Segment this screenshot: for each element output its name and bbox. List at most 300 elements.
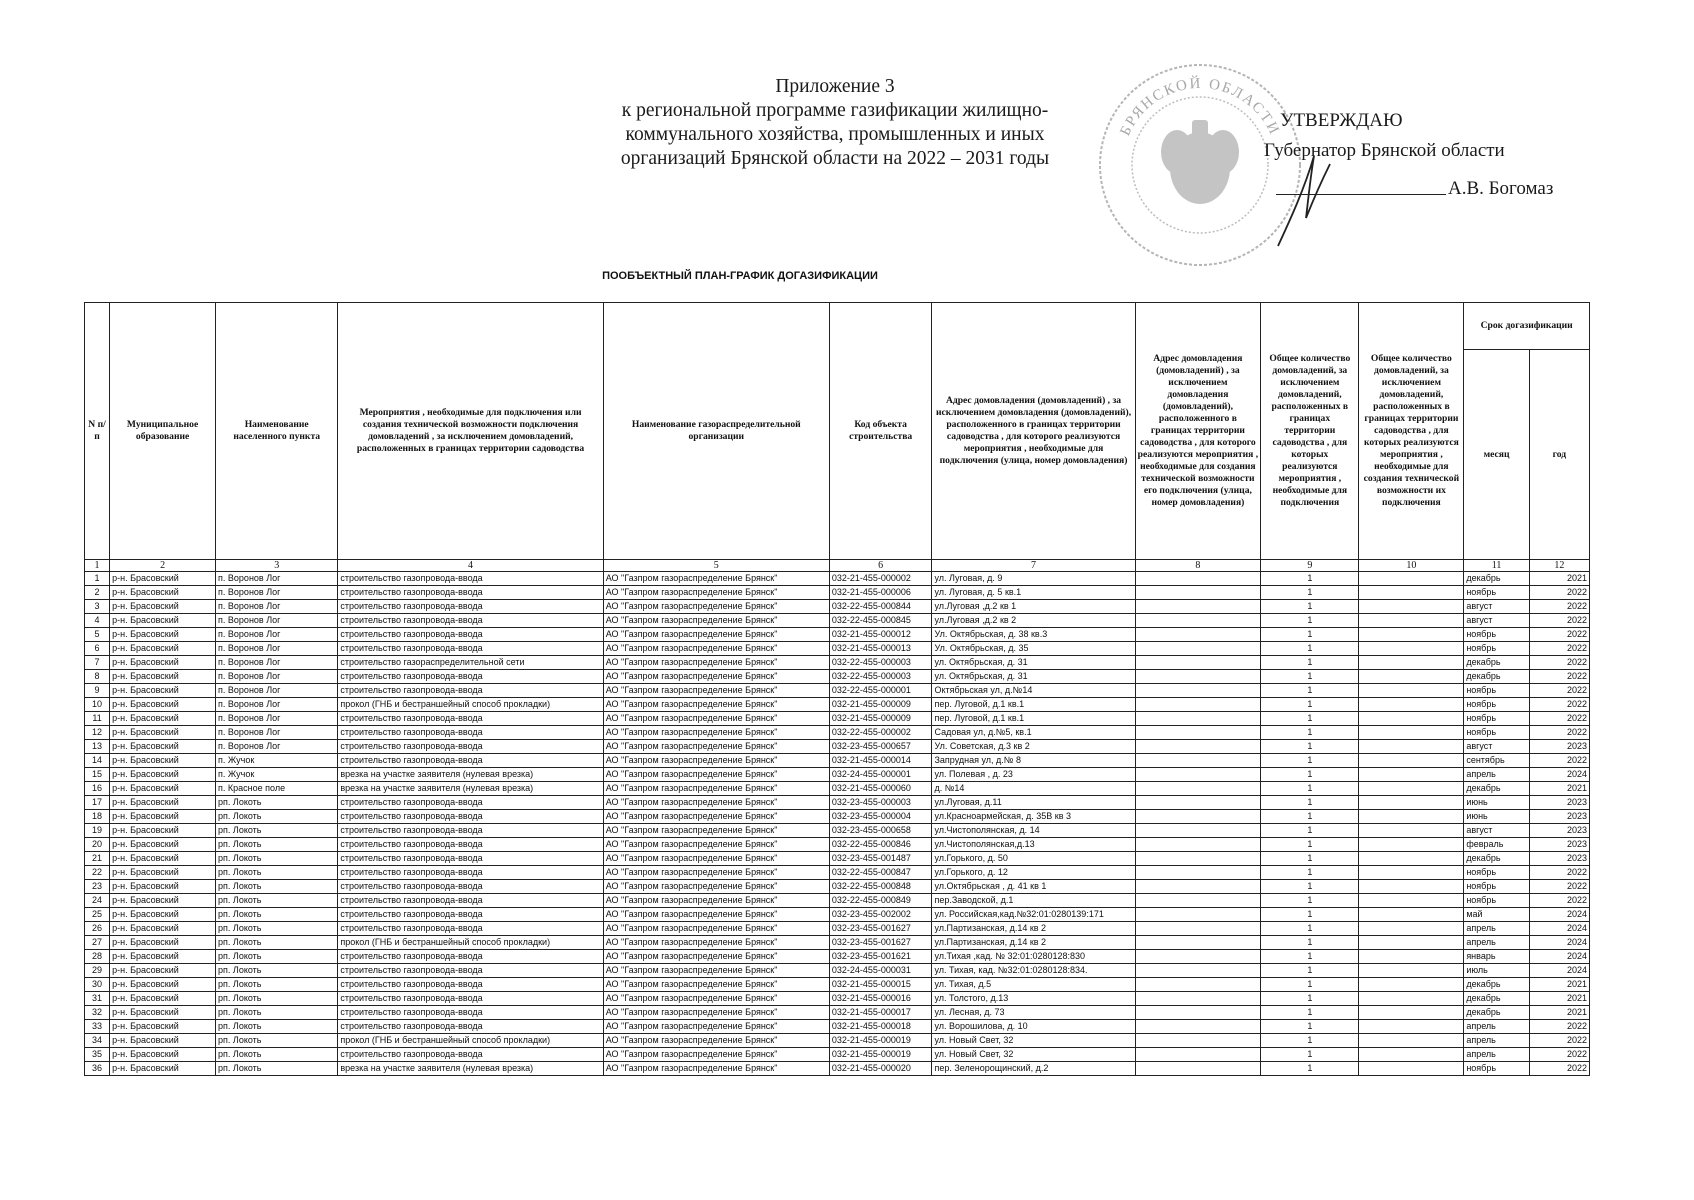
cell-object-code: 032-23-455-000003 xyxy=(829,796,932,810)
cell-number: 27 xyxy=(85,936,110,950)
cell-measures: строительство газопровода-ввода xyxy=(338,796,603,810)
cell-measures: строительство газопровода-ввода xyxy=(338,628,603,642)
cell-address: ул. Полевая , д. 23 xyxy=(932,768,1135,782)
cell-settlement: п. Воронов Лог xyxy=(216,614,338,628)
cell-measures: строительство газопровода-ввода xyxy=(338,992,603,1006)
cell-municipality: р-н. Брасовский xyxy=(110,838,216,852)
table-row xyxy=(85,908,1590,922)
cell-municipality: р-н. Брасовский xyxy=(110,642,216,656)
cell-gdo: АО "Газпром газораспределение Брянск" xyxy=(603,614,829,628)
table-row xyxy=(85,1034,1590,1048)
column-number: 5 xyxy=(603,560,829,572)
approver-position: Губернатор Брянской области xyxy=(1264,140,1505,161)
cell-settlement: рп. Локоть xyxy=(216,992,338,1006)
cell-total-garden xyxy=(1359,600,1464,614)
cell-address: ул. Луговая, д. 9 xyxy=(932,572,1135,586)
cell-total-garden xyxy=(1359,880,1464,894)
cell-month: декабрь xyxy=(1464,572,1530,586)
cell-gdo: АО "Газпром газораспределение Брянск" xyxy=(603,754,829,768)
table-row xyxy=(85,866,1590,880)
table-row xyxy=(85,642,1590,656)
cell-number: 29 xyxy=(85,964,110,978)
cell-address-garden xyxy=(1135,1048,1261,1062)
cell-year: 2024 xyxy=(1529,936,1589,950)
approver-name: А.В. Богомаз xyxy=(1448,178,1554,199)
cell-address-garden xyxy=(1135,922,1261,936)
cell-month: июль xyxy=(1464,964,1530,978)
table-row xyxy=(85,684,1590,698)
handwritten-signature xyxy=(1270,150,1340,250)
cell-municipality: р-н. Брасовский xyxy=(110,614,216,628)
cell-month: апрель xyxy=(1464,1034,1530,1048)
cell-address-garden xyxy=(1135,656,1261,670)
cell-measures: строительство газопровода-ввода xyxy=(338,824,603,838)
cell-number: 15 xyxy=(85,768,110,782)
cell-gdo: АО "Газпром газораспределение Брянск" xyxy=(603,740,829,754)
cell-municipality: р-н. Брасовский xyxy=(110,754,216,768)
table-body xyxy=(85,572,1590,1076)
cell-total: 1 xyxy=(1261,782,1359,796)
cell-object-code: 032-23-455-002002 xyxy=(829,908,932,922)
table-row xyxy=(85,992,1590,1006)
appendix-line: коммунального хозяйства, промышленных и иных xyxy=(625,124,1045,145)
cell-total: 1 xyxy=(1261,978,1359,992)
cell-measures: строительство газопровода-ввода xyxy=(338,880,603,894)
cell-total: 1 xyxy=(1261,768,1359,782)
cell-object-code: 032-21-455-000020 xyxy=(829,1062,932,1076)
cell-object-code: 032-21-455-000016 xyxy=(829,992,932,1006)
cell-gdo: АО "Газпром газораспределение Брянск" xyxy=(603,642,829,656)
cell-month: август xyxy=(1464,824,1530,838)
cell-number: 31 xyxy=(85,992,110,1006)
cell-total: 1 xyxy=(1261,936,1359,950)
cell-month: август xyxy=(1464,600,1530,614)
cell-year: 2022 xyxy=(1529,614,1589,628)
cell-number: 32 xyxy=(85,1006,110,1020)
cell-object-code: 032-21-455-000017 xyxy=(829,1006,932,1020)
cell-address: ул. Октябрьская, д. 31 xyxy=(932,670,1135,684)
cell-gdo: АО "Газпром газораспределение Брянск" xyxy=(603,684,829,698)
cell-settlement: рп. Локоть xyxy=(216,880,338,894)
cell-month: июнь xyxy=(1464,796,1530,810)
cell-settlement: п. Воронов Лог xyxy=(216,698,338,712)
cell-year: 2022 xyxy=(1529,1048,1589,1062)
cell-gdo: АО "Газпром газораспределение Брянск" xyxy=(603,908,829,922)
cell-year: 2022 xyxy=(1529,656,1589,670)
cell-settlement: п. Воронов Лог xyxy=(216,740,338,754)
cell-number: 12 xyxy=(85,726,110,740)
cell-total: 1 xyxy=(1261,1034,1359,1048)
column-number: 10 xyxy=(1359,560,1464,572)
cell-municipality: р-н. Брасовский xyxy=(110,670,216,684)
cell-number: 6 xyxy=(85,642,110,656)
cell-object-code: 032-22-455-000845 xyxy=(829,614,932,628)
cell-number: 9 xyxy=(85,684,110,698)
cell-object-code: 032-21-455-000002 xyxy=(829,572,932,586)
cell-total: 1 xyxy=(1261,684,1359,698)
cell-settlement: п. Воронов Лог xyxy=(216,726,338,740)
cell-total-garden xyxy=(1359,740,1464,754)
cell-month: январь xyxy=(1464,950,1530,964)
cell-measures: строительство газораспределительной сети xyxy=(338,656,603,670)
cell-settlement: п. Воронов Лог xyxy=(216,642,338,656)
cell-object-code: 032-22-455-000849 xyxy=(829,894,932,908)
cell-year: 2023 xyxy=(1529,796,1589,810)
cell-municipality: р-н. Брасовский xyxy=(110,656,216,670)
cell-total: 1 xyxy=(1261,586,1359,600)
table-row xyxy=(85,922,1590,936)
cell-gdo: АО "Газпром газораспределение Брянск" xyxy=(603,698,829,712)
cell-address-garden xyxy=(1135,628,1261,642)
cell-number: 34 xyxy=(85,1034,110,1048)
cell-total: 1 xyxy=(1261,922,1359,936)
cell-municipality: р-н. Брасовский xyxy=(110,628,216,642)
cell-object-code: 032-23-455-001627 xyxy=(829,922,932,936)
cell-address-garden xyxy=(1135,950,1261,964)
cell-settlement: рп. Локоть xyxy=(216,908,338,922)
cell-settlement: п. Воронов Лог xyxy=(216,684,338,698)
cell-gdo: АО "Газпром газораспределение Брянск" xyxy=(603,1006,829,1020)
cell-settlement: рп. Локоть xyxy=(216,978,338,992)
cell-total: 1 xyxy=(1261,572,1359,586)
cell-address: ул. Октябрьская, д. 31 xyxy=(932,656,1135,670)
cell-object-code: 032-23-455-000004 xyxy=(829,810,932,824)
cell-settlement: рп. Локоть xyxy=(216,866,338,880)
cell-gdo: АО "Газпром газораспределение Брянск" xyxy=(603,950,829,964)
cell-object-code: 032-22-455-000001 xyxy=(829,684,932,698)
cell-year: 2022 xyxy=(1529,600,1589,614)
cell-gdo: АО "Газпром газораспределение Брянск" xyxy=(603,782,829,796)
cell-total-garden xyxy=(1359,908,1464,922)
cell-year: 2022 xyxy=(1529,684,1589,698)
cell-number: 28 xyxy=(85,950,110,964)
column-number: 2 xyxy=(110,560,216,572)
cell-address-garden xyxy=(1135,572,1261,586)
cell-total: 1 xyxy=(1261,852,1359,866)
cell-total: 1 xyxy=(1261,740,1359,754)
cell-total: 1 xyxy=(1261,1006,1359,1020)
cell-measures: строительство газопровода-ввода xyxy=(338,1048,603,1062)
cell-object-code: 032-24-455-000001 xyxy=(829,768,932,782)
cell-year: 2022 xyxy=(1529,586,1589,600)
cell-measures: строительство газопровода-ввода xyxy=(338,586,603,600)
column-number: 4 xyxy=(338,560,603,572)
cell-total: 1 xyxy=(1261,838,1359,852)
cell-number: 20 xyxy=(85,838,110,852)
cell-measures: строительство газопровода-ввода xyxy=(338,950,603,964)
cell-municipality: р-н. Брасовский xyxy=(110,712,216,726)
cell-municipality: р-н. Брасовский xyxy=(110,726,216,740)
table-row xyxy=(85,978,1590,992)
cell-settlement: п. Жучок xyxy=(216,754,338,768)
cell-measures: прокол (ГНБ и бестраншейный способ прокладки) xyxy=(338,936,603,950)
cell-gdo: АО "Газпром газораспределение Брянск" xyxy=(603,992,829,1006)
cell-month: ноябрь xyxy=(1464,726,1530,740)
cell-measures: строительство газопровода-ввода xyxy=(338,866,603,880)
cell-settlement: п. Воронов Лог xyxy=(216,572,338,586)
cell-municipality: р-н. Брасовский xyxy=(110,866,216,880)
cell-settlement: рп. Локоть xyxy=(216,1006,338,1020)
cell-address-garden xyxy=(1135,768,1261,782)
cell-total: 1 xyxy=(1261,600,1359,614)
column-number: 8 xyxy=(1135,560,1261,572)
cell-month: декабрь xyxy=(1464,852,1530,866)
cell-total: 1 xyxy=(1261,824,1359,838)
cell-month: ноябрь xyxy=(1464,642,1530,656)
cell-total-garden xyxy=(1359,992,1464,1006)
table-row xyxy=(85,656,1590,670)
cell-total-garden xyxy=(1359,614,1464,628)
cell-settlement: рп. Локоть xyxy=(216,1034,338,1048)
cell-address: Садовая ул, д.№5, кв.1 xyxy=(932,726,1135,740)
cell-address: ул.Красноармейская, д. 35В кв 3 xyxy=(932,810,1135,824)
cell-address: ул. Луговая, д. 5 кв.1 xyxy=(932,586,1135,600)
cell-month: декабрь xyxy=(1464,1006,1530,1020)
cell-month: декабрь xyxy=(1464,992,1530,1006)
cell-object-code: 032-22-455-000003 xyxy=(829,670,932,684)
cell-year: 2022 xyxy=(1529,1034,1589,1048)
cell-address: ул.Горького, д. 50 xyxy=(932,852,1135,866)
cell-total: 1 xyxy=(1261,670,1359,684)
cell-month: ноябрь xyxy=(1464,586,1530,600)
cell-year: 2022 xyxy=(1529,670,1589,684)
cell-address: д. №14 xyxy=(932,782,1135,796)
table-row xyxy=(85,810,1590,824)
cell-total-garden xyxy=(1359,754,1464,768)
cell-address-garden xyxy=(1135,698,1261,712)
cell-total: 1 xyxy=(1261,628,1359,642)
cell-address: ул.Луговая ,д.2 кв 1 xyxy=(932,600,1135,614)
cell-month: февраль xyxy=(1464,838,1530,852)
cell-month: ноябрь xyxy=(1464,866,1530,880)
cell-year: 2023 xyxy=(1529,824,1589,838)
cell-gdo: АО "Газпром газораспределение Брянск" xyxy=(603,768,829,782)
cell-measures: строительство газопровода-ввода xyxy=(338,726,603,740)
cell-measures: строительство газопровода-ввода xyxy=(338,572,603,586)
cell-measures: прокол (ГНБ и бестраншейный способ прокладки) xyxy=(338,698,603,712)
cell-year: 2022 xyxy=(1529,642,1589,656)
cell-year: 2024 xyxy=(1529,950,1589,964)
cell-month: ноябрь xyxy=(1464,628,1530,642)
cell-address: ул. Ворошилова, д. 10 xyxy=(932,1020,1135,1034)
cell-total: 1 xyxy=(1261,880,1359,894)
cell-address-garden xyxy=(1135,936,1261,950)
cell-number: 26 xyxy=(85,922,110,936)
cell-gdo: АО "Газпром газораспределение Брянск" xyxy=(603,964,829,978)
cell-total: 1 xyxy=(1261,1020,1359,1034)
cell-measures: строительство газопровода-ввода xyxy=(338,894,603,908)
cell-total-garden xyxy=(1359,586,1464,600)
cell-year: 2022 xyxy=(1529,1020,1589,1034)
cell-address-garden xyxy=(1135,824,1261,838)
document-title: ПООБЪЕКТНЫЙ ПЛАН-ГРАФИК ДОГАЗИФИКАЦИИ xyxy=(602,270,878,282)
cell-settlement: п. Воронов Лог xyxy=(216,586,338,600)
column-number: 9 xyxy=(1261,560,1359,572)
cell-number: 19 xyxy=(85,824,110,838)
cell-municipality: р-н. Брасовский xyxy=(110,922,216,936)
cell-month: ноябрь xyxy=(1464,684,1530,698)
cell-total: 1 xyxy=(1261,908,1359,922)
cell-month: декабрь xyxy=(1464,978,1530,992)
cell-measures: строительство газопровода-ввода xyxy=(338,712,603,726)
cell-total-garden xyxy=(1359,1062,1464,1076)
cell-measures: врезка на участке заявителя (нулевая врезка) xyxy=(338,1062,603,1076)
table-row xyxy=(85,782,1590,796)
cell-address-garden xyxy=(1135,796,1261,810)
cell-address: Ул. Октябрьская, д. 35 xyxy=(932,642,1135,656)
cell-object-code: 032-21-455-000019 xyxy=(829,1048,932,1062)
cell-settlement: п. Воронов Лог xyxy=(216,628,338,642)
cell-address: ул.Чистополянская, д. 14 xyxy=(932,824,1135,838)
cell-total-garden xyxy=(1359,726,1464,740)
cell-settlement: п. Воронов Лог xyxy=(216,656,338,670)
cell-address: пер. Зеленорощинский, д.2 xyxy=(932,1062,1135,1076)
column-number: 3 xyxy=(216,560,338,572)
cell-total-garden xyxy=(1359,1020,1464,1034)
cell-object-code: 032-23-455-000657 xyxy=(829,740,932,754)
cell-total: 1 xyxy=(1261,796,1359,810)
header-settlement: Наименование населенного пункта xyxy=(216,303,338,560)
cell-month: июнь xyxy=(1464,810,1530,824)
cell-gdo: АО "Газпром газораспределение Брянск" xyxy=(603,894,829,908)
cell-address-garden xyxy=(1135,908,1261,922)
cell-month: ноябрь xyxy=(1464,1062,1530,1076)
cell-total-garden xyxy=(1359,1006,1464,1020)
cell-gdo: АО "Газпром газораспределение Брянск" xyxy=(603,936,829,950)
cell-municipality: р-н. Брасовский xyxy=(110,1020,216,1034)
cell-month: декабрь xyxy=(1464,782,1530,796)
cell-month: ноябрь xyxy=(1464,698,1530,712)
cell-month: май xyxy=(1464,908,1530,922)
table-row xyxy=(85,572,1590,586)
header-deadline: Срок догазификации xyxy=(1464,303,1590,350)
cell-settlement: рп. Локоть xyxy=(216,1020,338,1034)
cell-gdo: АО "Газпром газораспределение Брянск" xyxy=(603,796,829,810)
cell-total: 1 xyxy=(1261,726,1359,740)
column-number: 1 xyxy=(85,560,110,572)
cell-year: 2024 xyxy=(1529,922,1589,936)
cell-total: 1 xyxy=(1261,614,1359,628)
cell-year: 2022 xyxy=(1529,866,1589,880)
cell-gdo: АО "Газпром газораспределение Брянск" xyxy=(603,852,829,866)
cell-total-garden xyxy=(1359,978,1464,992)
cell-municipality: р-н. Брасовский xyxy=(110,894,216,908)
table-row xyxy=(85,712,1590,726)
cell-year: 2021 xyxy=(1529,978,1589,992)
column-number: 11 xyxy=(1464,560,1530,572)
cell-number: 1 xyxy=(85,572,110,586)
table-row xyxy=(85,796,1590,810)
header-measures: Мероприятия , необходимые для подключения или создания технической возможности подключения домовладений , за исключением домовладений, расположенных в границах территории садоводства xyxy=(338,303,603,560)
cell-year: 2022 xyxy=(1529,726,1589,740)
cell-address-garden xyxy=(1135,880,1261,894)
cell-address-garden xyxy=(1135,866,1261,880)
cell-number: 7 xyxy=(85,656,110,670)
cell-total-garden xyxy=(1359,712,1464,726)
cell-total-garden xyxy=(1359,824,1464,838)
cell-gdo: АО "Газпром газораспределение Брянск" xyxy=(603,600,829,614)
cell-settlement: рп. Локоть xyxy=(216,824,338,838)
cell-month: апрель xyxy=(1464,1048,1530,1062)
table-row xyxy=(85,894,1590,908)
cell-settlement: рп. Локоть xyxy=(216,1062,338,1076)
cell-total: 1 xyxy=(1261,656,1359,670)
cell-gdo: АО "Газпром газораспределение Брянск" xyxy=(603,586,829,600)
table-row xyxy=(85,670,1590,684)
cell-address-garden xyxy=(1135,1034,1261,1048)
table-row xyxy=(85,936,1590,950)
cell-gdo: АО "Газпром газораспределение Брянск" xyxy=(603,978,829,992)
cell-object-code: 032-21-455-000009 xyxy=(829,712,932,726)
cell-municipality: р-н. Брасовский xyxy=(110,572,216,586)
cell-address-garden xyxy=(1135,1006,1261,1020)
cell-total: 1 xyxy=(1261,992,1359,1006)
cell-measures: врезка на участке заявителя (нулевая врезка) xyxy=(338,782,603,796)
cell-gdo: АО "Газпром газораспределение Брянск" xyxy=(603,670,829,684)
cell-number: 17 xyxy=(85,796,110,810)
cell-address-garden xyxy=(1135,810,1261,824)
cell-total: 1 xyxy=(1261,642,1359,656)
header-month: месяц xyxy=(1464,350,1530,560)
cell-measures: строительство газопровода-ввода xyxy=(338,600,603,614)
cell-total-garden xyxy=(1359,936,1464,950)
table-row xyxy=(85,1020,1590,1034)
cell-gdo: АО "Газпром газораспределение Брянск" xyxy=(603,824,829,838)
cell-total-garden xyxy=(1359,838,1464,852)
cell-address: Ул. Советская, д.3 кв 2 xyxy=(932,740,1135,754)
cell-settlement: рп. Локоть xyxy=(216,796,338,810)
cell-year: 2022 xyxy=(1529,894,1589,908)
cell-total: 1 xyxy=(1261,866,1359,880)
cell-object-code: 032-21-455-000009 xyxy=(829,698,932,712)
cell-gdo: АО "Газпром газораспределение Брянск" xyxy=(603,1048,829,1062)
cell-measures: строительство газопровода-ввода xyxy=(338,670,603,684)
cell-address-garden xyxy=(1135,782,1261,796)
cell-number: 33 xyxy=(85,1020,110,1034)
column-number: 7 xyxy=(932,560,1135,572)
cell-gdo: АО "Газпром газораспределение Брянск" xyxy=(603,1062,829,1076)
cell-total: 1 xyxy=(1261,1048,1359,1062)
cell-total-garden xyxy=(1359,950,1464,964)
cell-number: 22 xyxy=(85,866,110,880)
table-row xyxy=(85,726,1590,740)
cell-total-garden xyxy=(1359,964,1464,978)
table-row xyxy=(85,698,1590,712)
cell-object-code: 032-22-455-000844 xyxy=(829,600,932,614)
cell-address: ул. Российская,кад.№32:01:0280139:171 xyxy=(932,908,1135,922)
cell-address-garden xyxy=(1135,964,1261,978)
cell-address-garden xyxy=(1135,852,1261,866)
cell-gdo: АО "Газпром газораспределение Брянск" xyxy=(603,922,829,936)
cell-number: 36 xyxy=(85,1062,110,1076)
cell-year: 2022 xyxy=(1529,698,1589,712)
header-n: N п/п xyxy=(85,303,110,560)
cell-object-code: 032-21-455-000013 xyxy=(829,642,932,656)
cell-number: 3 xyxy=(85,600,110,614)
cell-month: апрель xyxy=(1464,922,1530,936)
header-total: Общее количество домовладений, за исключением домовладений, расположенных в границах территории садоводства , для которых реализуются мероприятия , необходимые для подключения xyxy=(1261,303,1359,560)
cell-year: 2021 xyxy=(1529,782,1589,796)
cell-object-code: 032-21-455-000014 xyxy=(829,754,932,768)
appendix-line: Приложение 3 xyxy=(775,76,895,97)
cell-total-garden xyxy=(1359,642,1464,656)
cell-municipality: р-н. Брасовский xyxy=(110,698,216,712)
table-row xyxy=(85,1062,1590,1076)
cell-month: декабрь xyxy=(1464,656,1530,670)
cell-total: 1 xyxy=(1261,964,1359,978)
cell-number: 5 xyxy=(85,628,110,642)
cell-year: 2024 xyxy=(1529,768,1589,782)
